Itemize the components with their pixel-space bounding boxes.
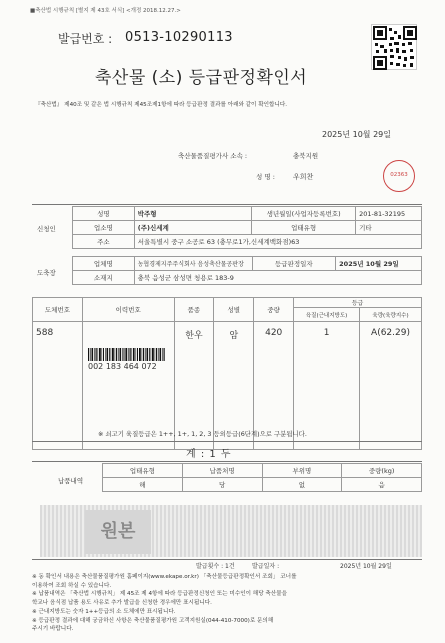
grade-table bbox=[32, 297, 422, 450]
grader-name: 우희찬 bbox=[293, 173, 314, 181]
business-type: 기타 bbox=[356, 221, 422, 235]
original-stamp: 원본 bbox=[85, 510, 151, 554]
meat-quality-grade-header: 육질(근내지방도) bbox=[294, 308, 360, 322]
sex-header: 성별 bbox=[214, 298, 254, 322]
document-title: 축산물 (소) 등급판정확인서 bbox=[95, 68, 308, 88]
grading-date-label: 등급판정일자 bbox=[252, 257, 336, 271]
slaughter-location: 충북 음성군 삼성면 청용로 183-9 bbox=[134, 271, 421, 285]
issue-number-label: 발급번호 : bbox=[58, 32, 113, 46]
official-seal bbox=[383, 160, 415, 192]
yield-grade: A(62.29) bbox=[360, 322, 422, 450]
grade-header: 등급 bbox=[294, 298, 422, 308]
qr-code-icon bbox=[371, 24, 417, 70]
footnote-6: ※ 등급판정 결과에 대해 궁금하신 사항은 축산물품질평가원 고객지원실(044-410-7000)로 문의해 bbox=[32, 617, 274, 624]
grader-affiliation: 충북지원 bbox=[293, 152, 319, 160]
total-bottom-rule bbox=[32, 461, 422, 462]
footnotes bbox=[32, 573, 296, 634]
delivery-cell-3: 없 bbox=[262, 478, 342, 492]
meat-quality-grade: 1 bbox=[294, 322, 360, 450]
total-head-count: 계 : 1 두 bbox=[186, 449, 232, 460]
delivery-destination-header: 납품처명 bbox=[182, 464, 262, 478]
footnote-3: ※ 납품내역은 「축산법 시행규칙」 제 45조 제 4항에 따라 등급판정신청인 또는 미수인이 해당 축산물을 bbox=[32, 591, 288, 598]
trace-number: 002 183 464 072 bbox=[88, 362, 157, 371]
footer-top-rule bbox=[32, 559, 422, 560]
delivery-part-header: 부위명 bbox=[262, 464, 342, 478]
slaughter-company-label: 업체명 bbox=[73, 257, 135, 271]
delivery-weight-header: 중량(kg) bbox=[342, 464, 422, 478]
delivery-cell-4: 음 bbox=[342, 478, 422, 492]
delivery-section-label: 납품내역 bbox=[58, 477, 84, 485]
slaughterhouse-section-label: 도축장 bbox=[37, 269, 56, 277]
grade-footnote: ※ 쇠고기 육질등급은 1++, 1+, 1, 2, 3 등외등급(6단계)으로 구분됩니다. bbox=[98, 430, 307, 438]
table-top-rule bbox=[32, 204, 422, 205]
total-top-rule bbox=[32, 441, 422, 442]
footnote-2: 이용하여 조회 하실 수 있습니다. bbox=[32, 582, 112, 589]
carcass-no: 588 bbox=[33, 322, 83, 450]
yield-grade-header: 육량(육량지수) bbox=[360, 308, 422, 322]
barcode-icon bbox=[88, 348, 165, 361]
weight-header: 중량 bbox=[254, 298, 294, 322]
delivery-cell-1: 해 bbox=[103, 478, 183, 492]
applicant-section-label: 신청인 bbox=[37, 225, 56, 233]
form-code: ■축산법 시행규칙 [별지 제 43호 서식] <개정 2018.12.27.> bbox=[30, 8, 181, 14]
issue-date-footer: 2025년 10월 29일 bbox=[340, 563, 392, 570]
delivery-table bbox=[102, 463, 422, 492]
breed-header: 품종 bbox=[174, 298, 214, 322]
grader-affiliation-label: 축산물품질평가사 소속 : bbox=[178, 152, 248, 160]
issue-date-label: 발급일자 : bbox=[252, 563, 280, 570]
birth-business-no-label: 생년월일(사업자등록번호) bbox=[252, 207, 356, 221]
breed: 한우 bbox=[174, 322, 214, 450]
business-name: (주)신세계 bbox=[134, 221, 251, 235]
applicant-table bbox=[72, 206, 422, 249]
slaughter-company: 농협경제지주주식회사 음성축산물공판장 bbox=[134, 257, 252, 271]
business-type-label: 업태유형 bbox=[252, 221, 356, 235]
seal-text: 02363 bbox=[390, 172, 408, 178]
grading-date: 2025년 10월 29일 bbox=[336, 257, 422, 271]
grader-name-label: 성 명 : bbox=[256, 173, 275, 181]
issue-count: 발급횟수 : 1건 bbox=[196, 563, 235, 570]
delivery-cell-2: 당 bbox=[182, 478, 262, 492]
slaughterhouse-table bbox=[72, 256, 422, 285]
preamble-text: 『축산법』 제40조 및 같은 법 시행규칙 제45조제1항에 따라 등급판정 결과를 아래와 같이 확인합니다. bbox=[35, 102, 288, 108]
issue-date: 2025년 10월 29일 bbox=[322, 130, 391, 139]
slaughter-location-label: 소재지 bbox=[73, 271, 135, 285]
applicant-name: 박주형 bbox=[134, 207, 251, 221]
birth-business-no: 201-81-32195 bbox=[356, 207, 422, 221]
issue-number: 0513-10290113 bbox=[125, 30, 233, 45]
footnote-1: ※ 동 확인서 내용은 축산물품질평가원 홈페이지(www.ekape.or.kr) 「축산물등급판정확인서 조회」 코너를 bbox=[32, 574, 297, 580]
footnote-5: ※ 근내지방도는 숫자 1++등급의 소 도체에만 표시됩니다. bbox=[32, 608, 176, 615]
weight: 420 bbox=[254, 322, 294, 450]
carcass-no-header: 도체번호 bbox=[33, 298, 83, 322]
address: 서울특별시 중구 소공로 63 (충무로1가,신세계백화점)63 bbox=[134, 235, 421, 249]
business-name-label: 업소명 bbox=[73, 221, 135, 235]
footnote-7: 주시기 바랍니다. bbox=[32, 626, 74, 633]
footnote-4: 학교나 음식점 납품 용도 사유로 추가 발급을 신청한 경우에만 표시됩니다. bbox=[32, 600, 212, 607]
applicant-name-label: 성명 bbox=[73, 207, 135, 221]
trace-no-header: 이력번호 bbox=[82, 298, 174, 322]
address-label: 주소 bbox=[73, 235, 135, 249]
delivery-type-header: 업태유형 bbox=[103, 464, 183, 478]
sex: 암 bbox=[214, 322, 254, 450]
